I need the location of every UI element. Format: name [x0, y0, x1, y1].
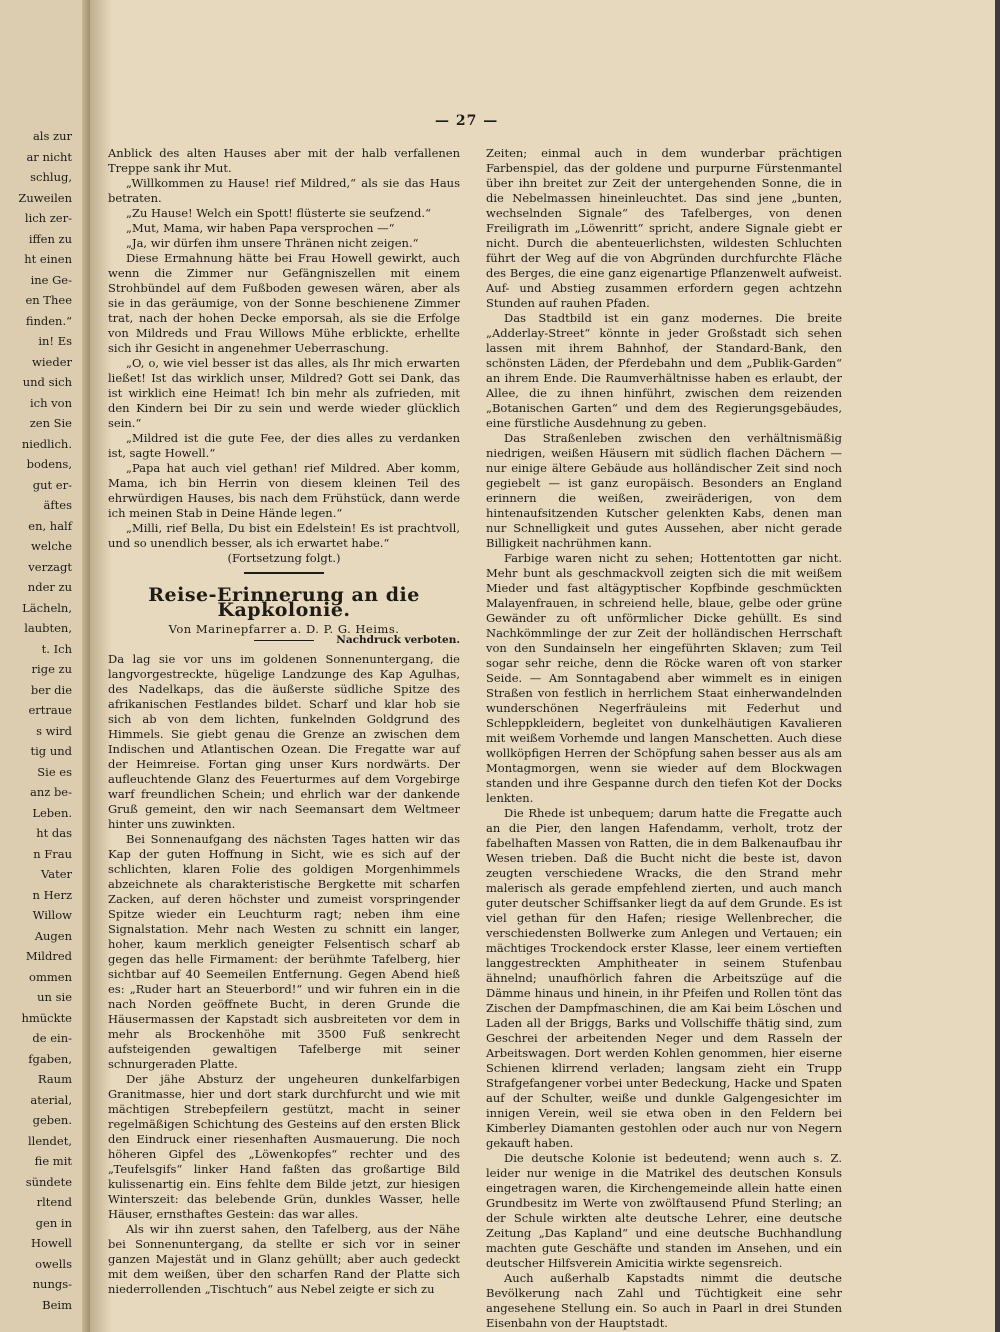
- previous-page-fragment: bodens,: [26, 457, 72, 471]
- previous-page-fragment: lich zer-: [24, 211, 72, 225]
- previous-page-fragment: n Frau: [33, 846, 72, 861]
- reprint-note: Nachdruck verboten.: [336, 634, 460, 646]
- article-title: Reise-Erinnerung an die Kapkolonie.: [148, 584, 420, 621]
- previous-page-fragment: Raum: [37, 1072, 72, 1086]
- paragraph: „Ja, wir dürfen ihm unsere Thränen nicht zeigen.“: [126, 236, 419, 250]
- continued-note: (Fortsetzung folgt.): [227, 551, 341, 565]
- paragraph: „Milli, rief Bella, Du bist ein Edelstein! Es ist prachtvoll, und so unendlich besser, als ich erwartet habe.“: [108, 521, 460, 550]
- previous-page-fragment: verzagt: [28, 559, 72, 574]
- paragraph: Als wir ihn zuerst sahen, den Tafelberg, aus der Nähe bei Sonnenuntergang, da stellte er sich vor in seiner ganzen Majestät und in Glanz gehüllt; aber auch gedeckt mit dem weißen, über den scharfen Rand der Platte sich niederrollenden „Tischtuch“ aus Nebel zeigte er sich zu: [108, 1222, 460, 1296]
- previous-page-fragment: Augen: [34, 928, 72, 943]
- previous-page-fragment: ertraue: [28, 703, 72, 717]
- previous-page-fragment: rltend: [36, 1195, 72, 1209]
- previous-page-fragment: ich von: [29, 395, 72, 410]
- paragraph: Das Straßenleben zwischen den verhältnismäßig niedrigen, weißen Häusern mit südlich flachen Dächern — nur einige ältere Gebäude aus holländischer Zeit sind noch gegiebelt — ist ganz europäisch. Besonders an England erinnern die weißen, zweiräderigen, von dem hintenaufsitzenden Kutscher gelenkten Kabs, denen man nur Schnelligkeit und gutes Aussehen, aber nicht gerade Billigkeit nachrühmen kann.: [486, 431, 842, 550]
- previous-page-fragment: niedlich.: [21, 436, 72, 451]
- paragraph: „Mut, Mama, wir haben Papa versprochen —“: [126, 221, 395, 235]
- paragraph: „Zu Hause! Welch ein Spott! flüsterte sie seufzend.“: [126, 206, 431, 220]
- previous-page-fragment: finden.“: [25, 313, 72, 328]
- previous-page-edge: [0, 0, 90, 1332]
- page-fold: [82, 0, 90, 1332]
- paragraph: „Papa hat auch viel gethan! rief Mildred. Aber komm, Mama, ich bin Herrin von diesem kleinen Teil des ehrwürdigen Hauses, bis nach dem Frühstück, dann werde ich meinen Stab in Deine Hände legen.“: [108, 461, 460, 520]
- previous-page-fragment: fie mit: [34, 1154, 72, 1168]
- previous-page-fragment: und sich: [22, 375, 72, 389]
- article-author: Von Marinepfarrer a. D. P. G. Heims.: [168, 622, 400, 636]
- previous-page-fragment: t. Ich: [41, 641, 72, 656]
- previous-page-fragment: ht das: [36, 826, 72, 840]
- article-body-left: [108, 652, 460, 1297]
- previous-page-fragment: aterial,: [30, 1092, 72, 1107]
- previous-page-fragment: ine Ge-: [30, 272, 72, 287]
- paragraph: „Mildred ist die gute Fee, der dies alles zu verdanken ist, sagte Howell.“: [108, 431, 460, 460]
- previous-page-fragment: in! Es: [38, 334, 72, 348]
- page-number: — 27 —: [435, 113, 499, 129]
- previous-page-fragment: s wird: [36, 723, 72, 738]
- paragraph: Die Rhede ist unbequem; darum hatte die Fregatte auch an die Pier, den langen Hafendamm, verholt, trotz der fabelhaften Massen von Ratten, die in dem Balkenaufbau ihr Wesen trieben. Daß die Bucht nicht die beste ist, davon zeugten verschiedene Wracks, die den Strand mehr malerisch als gerade empfehlend zierten, und auch manch guter deutscher Schiffsanker liegt da auf dem Grunde. Es ist viel gethan für den Hafen; riesige Wellenbrecher, die verschiedensten Bollwerke zum Anlegen und Vertauen; ein mächtiges Trockendock erster Klasse, leer einem vertieften langgestreckten Amphitheater in seinem Stufenbau ähnelnd; unaufhörlich fahren die Arbeitszüge auf die Dämme hinaus und hinein, in ihr Pfeifen und Rollen tönt das Zischen der Dampfmaschinen, die am Kai beim Löschen und Laden all der Briggs, Barks und Vollschiffe thätig sind, zum Geschrei der arbeitenden Neger und dem Rasseln der Arbeitswagen. Dort werden Kohlen genommen, hier eiserne Schienen klirrend verladen; langsam zieht ein Trupp Strafgefangener vorbei unter Bedeckung, Hacke und Spaten auf der Schulter, weiße und dunkle Galgengesichter im innigen Verein, weil sie etwa oben in den Feldern bei Kimberley Diamanten gestohlen oder auch nur von Negern gekauft haben.: [486, 806, 842, 1150]
- previous-page-fragment: iffen zu: [28, 231, 72, 246]
- previous-page-fragment: Willow: [32, 908, 72, 922]
- previous-page-fragment: n Herz: [32, 887, 72, 902]
- previous-page-fragment: ht einen: [24, 252, 72, 266]
- previous-page-fragment: laubten,: [24, 621, 72, 635]
- newspaper-page: [90, 0, 995, 1332]
- previous-page-fragment: llendet,: [27, 1133, 72, 1148]
- paragraph: Anblick des alten Hauses aber mit der halb verfallenen Treppe sank ihr Mut.: [108, 146, 460, 175]
- previous-page-fragment: schlug,: [30, 170, 72, 184]
- previous-page-fragment: fgaben,: [28, 1051, 72, 1066]
- previous-page-fragment: ommen: [29, 969, 72, 984]
- previous-page-fragment: Leben.: [32, 805, 72, 820]
- paragraph: Das Stadtbild ist ein ganz modernes. Die breite „Adderlay-Street“ könnte in jeder Großstadt sich sehen lassen mit ihrem Bahnhof, der Standard-Bank, den schönsten Läden, der Pferdebahn und dem „Publik-Garden“ an ihrem Ende. Die Raumverhältnisse haben es erlaubt, der Allee, die zu ihnen hinführt, zwischen dem reizenden „Botanischen Garten“ und dem des Regierungsgebäudes, eine fürstliche Ausdehnung zu geben.: [486, 311, 842, 430]
- previous-page-fragment: en, half: [28, 518, 72, 533]
- previous-page-fragment: gut er-: [32, 477, 72, 492]
- story-continuation: [108, 146, 460, 551]
- right-column: [486, 146, 842, 1331]
- previous-page-fragment: ar nicht: [26, 149, 72, 164]
- previous-page-fragment: Howell: [31, 1236, 72, 1250]
- paragraph: Die deutsche Kolonie ist bedeutend; wenn auch s. Z. leider nur wenige in die Matrikel des deutschen Konsuls eingetragen waren, die Kirchengemeinde allein hatte einen Grundbesitz im Werte von zwölftausend Pfund Sterling; an der Schule wirkten alte deutsche Lehrer, eine deutsche Zeitung „Das Kapland“ und eine deutsche Buchhandlung machten gute Geschäfte und standen im Ansehen, und ein deutscher Hilfsverein Amicitia wirkte segensreich.: [486, 1151, 842, 1270]
- previous-page-fragment: de ein-: [32, 1031, 72, 1045]
- section-divider: [244, 572, 324, 574]
- previous-page-fragment: en Thee: [25, 293, 72, 307]
- paragraph: Farbige waren nicht zu sehen; Hottentotten gar nicht. Mehr bunt als geschmackvoll zeigten sich die mit weißem Mieder und fast altägyptischer Kopfbinde geschmückten Malayenfrauen, in schreiend helle, blaue, gelbe oder grüne Gewänder zu oft unförmlicher Dicke gehüllt. Es sind Nachkömmlinge der zur Zeit der holländischen Herrschaft von den Sundainseln her eingeführten Sklaven; zum Teil sogar sehr reiche, denn die Röcke waren oft von starker Seide. — Am Sonntagabend aber wimmelt es in einigen Straßen von festlich in herrlichem Staat einherwandelnden wunderschönen Negerfräuleins mit Federhut und Schleppkleidern, begleitet von dunkelhäutigen Kavalieren mit weißem Vorhemde und langen Manschetten. Auch diese wollköpfigen Herren der Schöpfung sahen besser aus als am Montagmorgen, wenn sie wieder auf dem Blockwagen standen und ihre Gespanne durch den tiefen Kot der Docks lenkten.: [486, 551, 842, 805]
- previous-page-fragment: anz be-: [29, 785, 72, 799]
- previous-page-fragment: owells: [35, 1256, 72, 1271]
- previous-page-fragment: Mildred: [25, 949, 72, 963]
- previous-page-fragment: tig und: [30, 744, 72, 758]
- previous-page-fragment: zen Sie: [29, 416, 72, 430]
- previous-page-fragment: wieder: [32, 354, 72, 369]
- previous-page-fragment: geben.: [32, 1113, 72, 1127]
- previous-page-fragment: Sie es: [37, 764, 72, 779]
- paragraph: „O, o, wie viel besser ist das alles, als Ihr mich erwarten ließet! Ist das wirklich unser, Mildred? Gott sei Dank, das ist wirklich eine Heimat! Ich bin mehr als zufrieden, mit den Kindern bei Dir zu sein und werde wieder glücklich sein.“: [108, 356, 460, 430]
- previous-page-fragment: Zuweilen: [18, 190, 72, 205]
- previous-page-fragment: nungs-: [32, 1277, 72, 1291]
- paragraph: „Willkommen zu Hause! rief Mildred,“ als sie das Haus betraten.: [108, 176, 460, 205]
- paragraph: Diese Ermahnung hätte bei Frau Howell gewirkt, auch wenn die Zimmer nur Gefängniszellen mit einem Strohbündel auf dem Fußboden gewesen wären, aber als sie in das geräumige, von der Sonne beschienene Zimmer trat, nach der hohen Decke emporsah, als sie die Erfolge von Mildreds und Frau Willows Mühe erblickte, erhellte sich ihr Gesicht in angenehmer Ueberraschung.: [108, 251, 460, 355]
- paragraph: Auch außerhalb Kapstadts nimmt die deutsche Bevölkerung nach Zahl und Tüchtigkeit eine sehr angesehene Stellung ein. So auch in Paarl in drei Stunden Eisenbahn von der Hauptstadt.: [486, 1271, 842, 1330]
- previous-page-fragment: welche: [31, 539, 72, 553]
- previous-page-fragment: als zur: [32, 129, 72, 143]
- paragraph: Bei Sonnenaufgang des nächsten Tages hatten wir das Kap der guten Hoffnung in Sicht, wie es sich auf der schlichten, klaren Folie des goldigen Morgenhimmels abzeichnete als charakteristische Bergkette mit scharfen Zacken, auf deren höchster und zumeist vorspringender Spitze wieder ein Leuchturm ragt; neben ihm eine Signalstation. Mehr nach Westen zu schnitt ein langer, hoher, kaum merklich geneigter Felsentisch scharf ab gegen das helle Firmament: der berühmte Tafelberg, hier sichtbar auf 40 Seemeilen Entfernung. Gegen Abend hieß es: „Ruder hart an Steuerbord!“ und wir fuhren ein in die nach Norden geöffnete Bucht, in deren Grunde die Häusermassen der Kapstadt sich ausbreiteten vor dem in mehr als Brockenhöhe mit 3500 Fuß senkrecht aufsteigenden gewaltigen Tafelberge mit seiner schnurgeraden Platte.: [108, 832, 460, 1071]
- paragraph: Zeiten; einmal auch in dem wunderbar prächtigen Farbenspiel, das der goldene und purpurne Fürstenmantel über ihn breitet zur Zeit der untergehenden Sonne, die in die Nebelmassen hineinleuchtet. Das sind jene „bunten, wechselnden Signale“ des Tafelberges, von denen Freiligrath im „Löwenritt“ spricht, andere Signale giebt er nicht. Durch die abenteuerlichsten, wildesten Schluchten führt der Weg auf die von Abgründen durchfurchte Fläche des Berges, die eine ganz eigenartige Pflanzenwelt aufweist. Auf- und Abstieg zusammen erfordern gegen achtzehn Stunden auf rauhen Pfaden.: [486, 146, 842, 310]
- left-column: [108, 146, 460, 1297]
- previous-page-fragment: nder zu: [27, 580, 72, 594]
- previous-page-fragment: Beim: [42, 1297, 72, 1312]
- previous-page-fragment: Vater: [40, 867, 72, 881]
- paragraph: Der jähe Absturz der ungeheuren dunkelfarbigen Granitmasse, hier und dort stark durchfurcht und wie mit mächtigen Strebepfeilern gestützt, macht in seiner regelmäßigen Schichtung des Gesteins auf den ersten Blick den Eindruck einer riesenhaften Ausmauerung. Die noch höheren Gipfel des „Löwenkopfes“ rechter und des „Teufelsgifs“ linker Hand faßten das großartige Bild kulissenartig ein. Eins fehlte dem Bilde jetzt, zur hiesigen Winterszeit: das belebende Grün, dunkles Wasser, helle Häuser, ernsthaftes Gestein: das war alles.: [108, 1072, 460, 1221]
- previous-page-fragment: Lächeln,: [22, 600, 72, 615]
- previous-page-fragment: äftes: [43, 498, 72, 512]
- previous-page-fragment: gen in: [35, 1215, 72, 1230]
- paragraph: Da lag sie vor uns im goldenen Sonnenuntergang, die langvorgestreckte, hügelige Landzunge des Kap Agulhas, des Nadelkaps, das die äußerste südliche Spitze des afrikanischen Festlandes bildet. Scharf und klar hob sie sich ab von dem lichten, funkelnden Goldgrund des Himmels. Sie giebt genau die Grenze an zwischen dem Indischen und Atlantischen Ozean. Die Fregatte war auf der Heimreise. Fortan ging unser Kurs nordwärts. Der aufleuchtende Glanz des Feuerturmes auf dem Vorgebirge warf freundlichen Schein; und ehrlich war der dankende Gruß gemeint, den wir nach Seemansart dem Weltmeer hinter uns zuwinkten.: [108, 652, 460, 831]
- previous-page-fragment: hmückte: [21, 1010, 72, 1025]
- previous-page-fragment: sündete: [25, 1174, 72, 1189]
- article-body-right: [486, 146, 842, 1331]
- previous-page-fragment: rige zu: [31, 662, 72, 676]
- previous-page-fragment: ber die: [30, 682, 72, 697]
- previous-page-fragment: un sie: [37, 990, 72, 1004]
